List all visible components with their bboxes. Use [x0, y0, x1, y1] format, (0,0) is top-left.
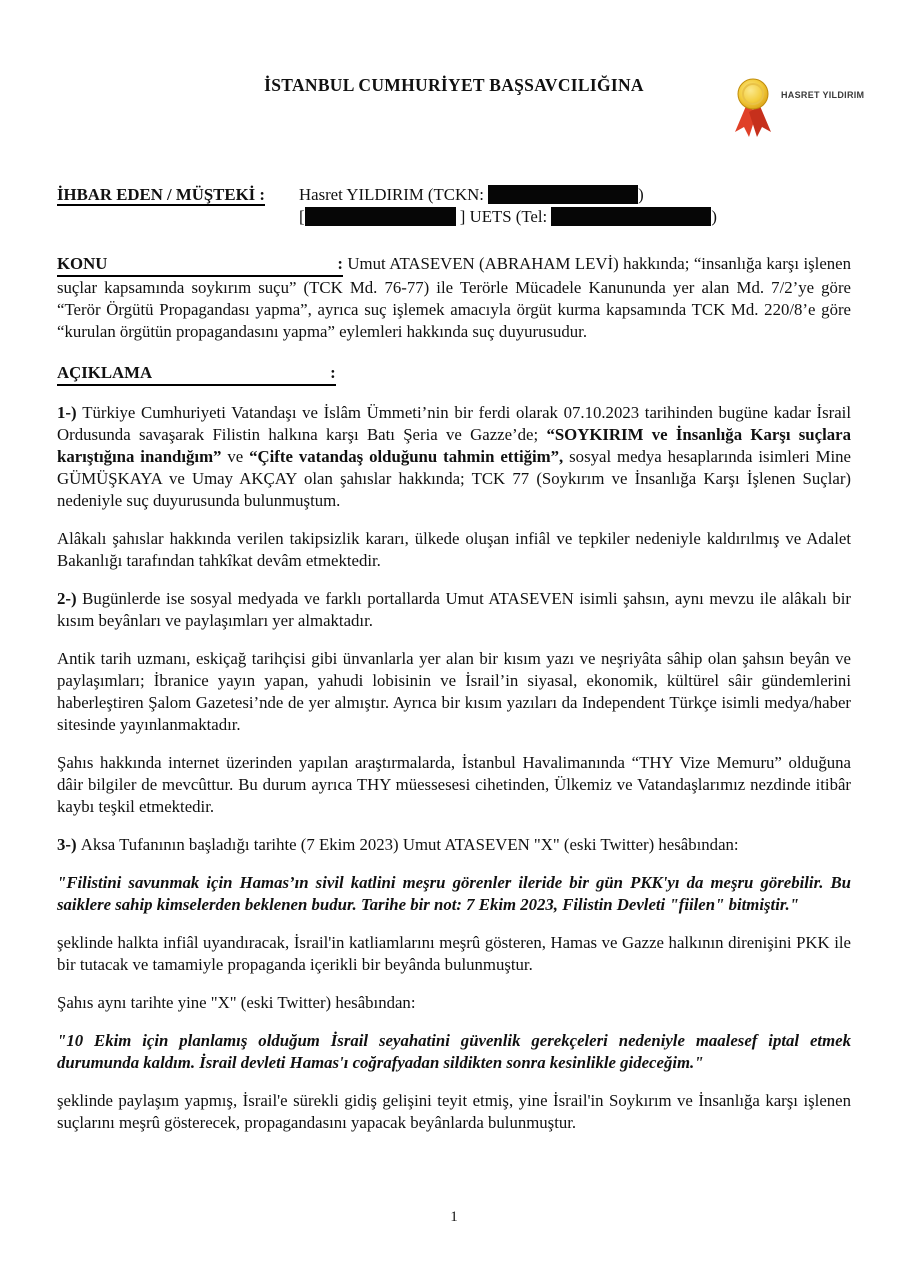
text-segment: Türkiye Cumhuriyeti Vatandaşı ve İslâm Ümmeti’nin bir ferdi olarak 07.10.2023 tarihinden bugüne kadar İsrail Ordusunda savaşarak Filistin halkına karşı Batı Şeria ve Gazze’de; [57, 403, 852, 444]
quote-1 [57, 872, 851, 916]
complainant-line-2 [299, 206, 717, 228]
paragraph-2 [57, 528, 851, 572]
complainant-label-col [57, 184, 295, 228]
text-segment: Antik tarih uzmanı, eskiçağ tarihçisi gibi ünvanlarla yer alan bir kısım yazı ve neşriyâta sâhip olan şahsın beyân ve paylaşımları; İbranice yayın yapan, yahudi lobisinin ve İsrail’in siyasal, ekonomik, kültürel sâir gündemlerini haberleştiren Şalom Gazetesi’nde de yer almıştır. Ayrıca bir kısım yazıları da Independent Türkçe isimli medya/haber sitesinde yayınlanmaktadır. [57, 649, 851, 734]
redaction-box [551, 207, 711, 226]
paragraph-7 [57, 932, 851, 976]
redaction-box [488, 185, 638, 204]
text-segment: sosyal medya hesaplarında isimleri Mine GÜMÜŞKAYA ve Umay AKÇAY olan şahıslar hakkında; TCK 77 (Soykırım ve İnsanlığa Karşı İşlenen Suçlar) nedeniyle suç duyurusunda bulunmuştum. [57, 447, 851, 510]
text-segment: “SOYKIRIM ve İnsanlığa Karşı suçlara karıştığına inandığım” [57, 425, 851, 466]
paragraph-9 [57, 1090, 851, 1134]
complainant-line-1 [299, 184, 717, 206]
complainant-block [57, 184, 851, 228]
redaction-box [305, 207, 456, 226]
paragraph-8 [57, 992, 851, 1014]
text-segment: "10 Ekim için planlamış olduğum İsrail seyahatini güvenlik gerekçeleri nedeniyle maalesef iptal etmek durumunda kaldım. İsrail devleti Hamas'ı coğrafyadan sildikten sonra kesinlikle gideceğim." [57, 1031, 851, 1072]
text-segment: "Filistini savunmak için Hamas’ın sivil katlini meşru görenler ileride bir gün PKK'yı da meşru görebilir. Bu saiklere sahip kimselerden beklenen budur. Tarihe bir not: 7 Ekim 2023, Filistin Devleti "fiilen" bitmiştir." [57, 873, 851, 914]
paragraph-5 [57, 752, 851, 818]
text-segment: ve [221, 447, 250, 466]
text-segment: 3-) [57, 835, 81, 854]
text-segment: Aksa Tufanının başladığı tarihte (7 Ekim 2023) Umut ATASEVEN "X" (eski Twitter) hesâbından: [80, 835, 739, 854]
complainant-name: Hasret YILDIRIM (TCKN: [299, 185, 484, 204]
document-body [57, 402, 851, 1134]
text-segment: şeklinde paylaşım yapmış, İsrail'e sürekli gidiş gelişini teyit etmiş, yine İsrail'in Soykırım ve İnsanlığa karşı işlenen suçlarını meşrû gösterecek, propagandasını yapacak beyânlarda bulunmuştur. [57, 1091, 851, 1132]
aciklama-heading-row [57, 362, 851, 386]
konu-colon: : [337, 254, 343, 273]
seal-label: HASRET YILDIRIM [781, 90, 865, 100]
konu-paragraph [57, 253, 851, 343]
konu-label: KONU [57, 254, 108, 273]
aciklama-colon: : [330, 363, 336, 382]
uets-label: ] UETS (Tel: [459, 207, 548, 226]
signature-stamp [731, 76, 864, 138]
paragraph-1 [57, 402, 851, 512]
paren-close: ) [638, 185, 644, 204]
complainant-value-col [295, 184, 717, 228]
paragraph-4 [57, 648, 851, 736]
document-title: İSTANBUL CUMHURİYET BAŞSAVCILIĞINA [264, 75, 644, 95]
complainant-label: İHBAR EDEN / MÜŞTEKİ : [57, 185, 265, 204]
bracket-open: [ [299, 207, 305, 226]
aciklama-heading [57, 362, 336, 386]
page-number: 1 [450, 1209, 458, 1225]
text-segment: 2-) [57, 589, 83, 608]
aciklama-label: AÇIKLAMA [57, 363, 153, 382]
text-segment: Şahıs hakkında internet üzerinden yapılan araştırmalarda, İstanbul Havalimanında “THY Vize Memuru” olduğuna dâir bilgiler de mevcûttur. Bu durum ayrıca THY müessesesi cihetinden, Ülkemiz ve Vatandaşlarımız nezdinde itibâr kaybı teşkil etmektedir. [57, 753, 851, 816]
konu-heading [57, 253, 343, 277]
text-segment: şeklinde halkta infiâl uyandıracak, İsrail'in katliamlarını meşrû gösteren, Hamas ve Gazze halkının direnişini PKK ile bir tutacak ve tamamiyle propaganda içerikli bir beyânda bulunmuştur. [57, 933, 851, 974]
text-segment: “Çifte vatandaş olduğunu tahmin ettiğim”, [249, 447, 564, 466]
paragraph-6 [57, 834, 851, 856]
quote-2 [57, 1030, 851, 1074]
text-segment: Şahıs aynı tarihte yine "X" (eski Twitter) hesâbından: [57, 993, 416, 1012]
text-segment: 1-) [57, 403, 83, 422]
medal-ribbon-icon [731, 76, 775, 138]
konu-text: Umut ATASEVEN (ABRAHAM LEVİ) hakkında; “insanlığa karşı işlenen suçlar kapsamında soykırım suçu” (TCK Md. 76-77) ile Terörle Mücadele Kanununda yer alan Md. 7/2’ye göre “Terör Örgütü Propagandası yapma”, ayrıca suç işlemek amacıyla örgüt kurma kapsamında TCK Md. 220/8’e göre “kurulan örgütün propagandasını yapma” eylemleri hakkında suç duyurusudur. [57, 254, 851, 341]
text-segment: Alâkalı şahıslar hakkında verilen takipsizlik kararı, ülkede oluşan infiâl ve tepkiler nedeniyle kaldırılmış ve Adalet Bakanlığı tarafından tahkîkat devâm etmektedir. [57, 529, 851, 570]
paragraph-3 [57, 588, 851, 632]
text-segment: Bugünlerde ise sosyal medyada ve farklı portallarda Umut ATASEVEN isimli şahsın, aynı mevzu ile alâkalı bir kısım beyânları ve paylaşımları yer almaktadır. [57, 589, 851, 630]
paren-close: ) [711, 207, 717, 226]
